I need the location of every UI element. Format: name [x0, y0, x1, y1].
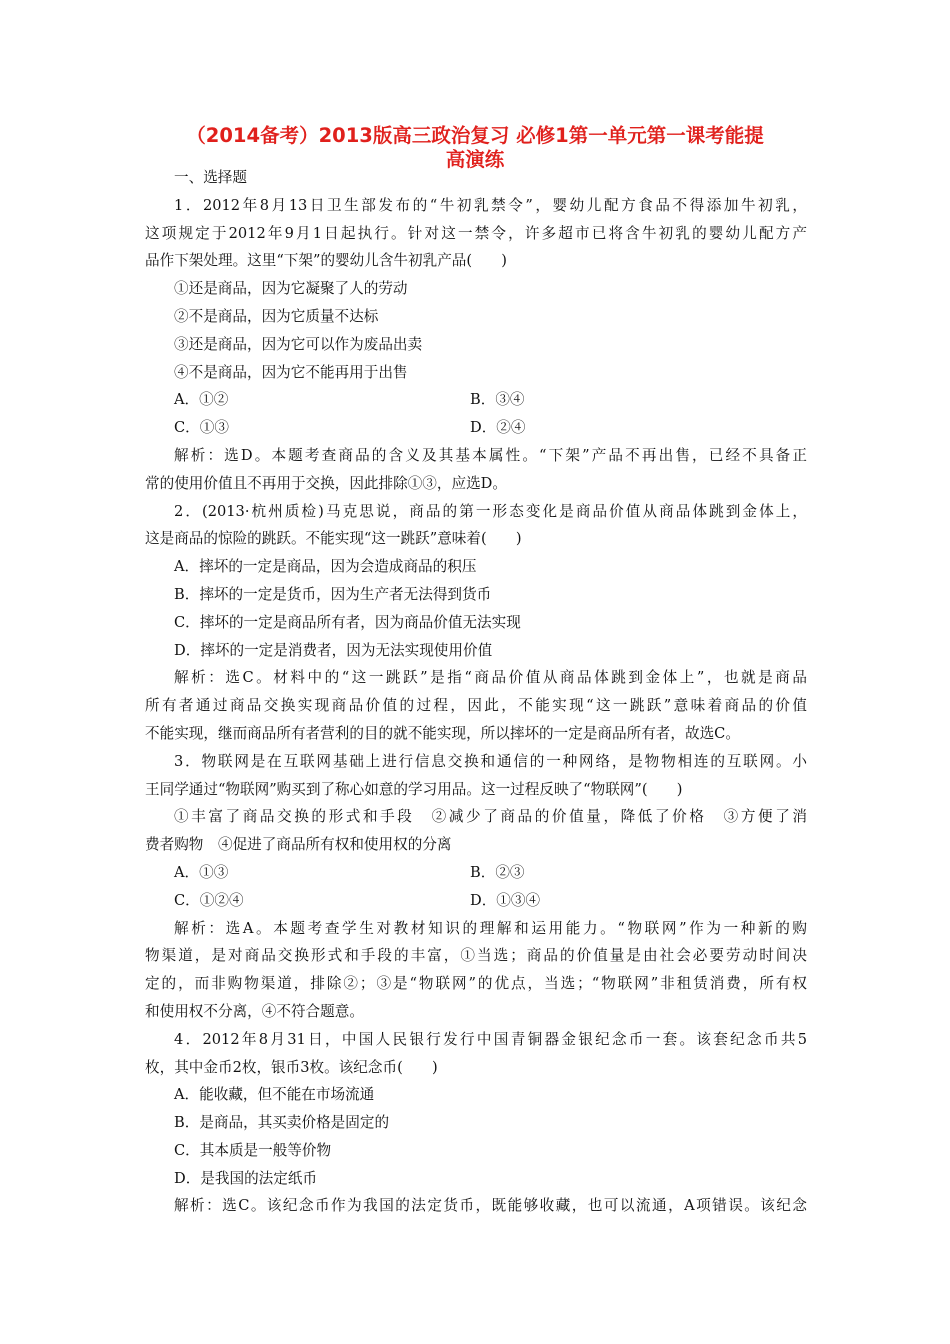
option-row: [145, 887, 807, 915]
question-stem-line: 这项规定于2012年9月1日起执行。针对这一禁令，许多超市已将含牛初乳的婴幼儿配方产: [145, 224, 807, 242]
question-stem-line: 4．2012年8月31日，中国人民银行发行中国青铜器金银纪念币一套。该套纪念币共5: [174, 1030, 807, 1048]
statement-item: ②不是商品，因为它质量不达标: [174, 307, 379, 325]
statement-item: ①丰富了商品交换的形式和手段 ②减少了商品的价值量，降低了价格 ③方便了消: [174, 808, 807, 826]
statement-item: ④不是商品，因为它不能再用于出售: [174, 363, 408, 381]
statement-item: 费者购物 ④促进了商品所有权和使用权的分离: [145, 836, 452, 854]
question-stem-line: 1．2012年8月13日卫生部发布的“牛初乳禁令”，婴幼儿配方食品不得添加牛初乳，: [174, 196, 807, 214]
analysis-line: 定的，而非购物渠道，排除②；③是“物联网”的优点，当选；“物联网”非租赁消费，所有权: [145, 975, 807, 993]
question-stem-line: 3．物联网是在互联网基础上进行信息交换和通信的一种网络，是物物相连的互联网。小: [174, 752, 807, 770]
option-row: [145, 386, 807, 414]
analysis-line: 解析：选D。本题考查商品的含义及其基本属性。“下架”产品不再出售，已经不具备正: [174, 446, 807, 464]
analysis-line: 不能实现，继而商品所有者营利的目的就不能实现，所以摔坏的一定是商品所有者，故选C。: [145, 724, 740, 742]
option-b: B．摔坏的一定是货币，因为生产者无法得到货币: [174, 585, 492, 603]
analysis-line: 解析：选C。材料中的“这一跳跃”是指“商品价值从商品体跳到金体上”，也就是商品: [174, 669, 807, 687]
question-3: [145, 748, 807, 1026]
option-a: A．①③: [174, 863, 229, 881]
analysis-line: 和使用权不分离，④不符合题意。: [145, 1002, 364, 1020]
option-a: A．摔坏的一定是商品，因为会造成商品的积压: [174, 558, 477, 576]
option-d: D．摔坏的一定是消费者，因为无法实现使用价值: [174, 641, 493, 659]
question-stem-line: 枚，其中金币2枚，银币3枚。该纪念币( ): [145, 1058, 438, 1076]
question-stem-line: 王同学通过“物联网”购买到了称心如意的学习用品。这一过程反映了“物联网”( ): [145, 780, 683, 798]
option-a: A．能收藏，但不能在市场流通: [174, 1086, 375, 1104]
section-heading: 一、选择题: [174, 169, 247, 186]
option-c: C．摔坏的一定是商品所有者，因为商品价值无法实现: [174, 613, 521, 631]
option-c: C．①③: [174, 419, 229, 437]
option-c: C．其本质是一般等价物: [174, 1141, 332, 1159]
option-b: B．是商品，其买卖价格是固定的: [174, 1114, 390, 1132]
title-line-1: （2014备考）2013版高三政治复习 必修1第一单元第一课考能提: [186, 124, 764, 147]
question-1: [145, 192, 807, 498]
option-row: [145, 414, 807, 442]
option-b: B．②③: [470, 863, 525, 881]
statement-item: ③还是商品，因为它可以作为废品出卖: [174, 335, 423, 353]
option-row: [145, 859, 807, 887]
option-b: B．③④: [470, 391, 525, 409]
analysis-line: 解析：选A。本题考查学生对教材知识的理解和运用能力。“物联网”作为一种新的购: [174, 919, 807, 937]
option-a: A．①②: [174, 391, 229, 409]
document-body: [145, 164, 807, 1220]
analysis-line: 常的使用价值且不再用于交换，因此排除①③，应选D。: [145, 474, 507, 492]
analysis-line: 所有者通过商品交换实现商品价值的过程，因此，不能实现“这一跳跃”意味着商品的价值: [145, 697, 807, 715]
option-c: C．①②④: [174, 891, 244, 909]
title-line-2: 高演练: [445, 148, 505, 171]
analysis-line: 物渠道，是对商品交换形式和手段的丰富，①当选；商品的价值量是由社会必要劳动时间决: [145, 947, 807, 965]
analysis-line: 解析：选C。该纪念币作为我国的法定货币，既能够收藏，也可以流通，A项错误。该纪念: [174, 1197, 807, 1215]
question-stem-line: 2．(2013·杭州质检)马克思说，商品的第一形态变化是商品价值从商品体跳到金体上，: [174, 502, 807, 520]
statement-item: ①还是商品，因为它凝聚了人的劳动: [174, 280, 408, 298]
question-4: [145, 1026, 807, 1221]
question-stem-line: 品作下架处理。这里“下架”的婴幼儿含牛初乳产品( ): [145, 252, 507, 270]
option-d: D．①③④: [470, 891, 541, 909]
option-d: D．是我国的法定纸币: [174, 1169, 318, 1187]
option-d: D．②④: [470, 419, 526, 437]
question-stem-line: 这是商品的惊险的跳跃。不能实现“这一跳跃”意味着( ): [145, 530, 522, 548]
question-2: [145, 498, 807, 748]
